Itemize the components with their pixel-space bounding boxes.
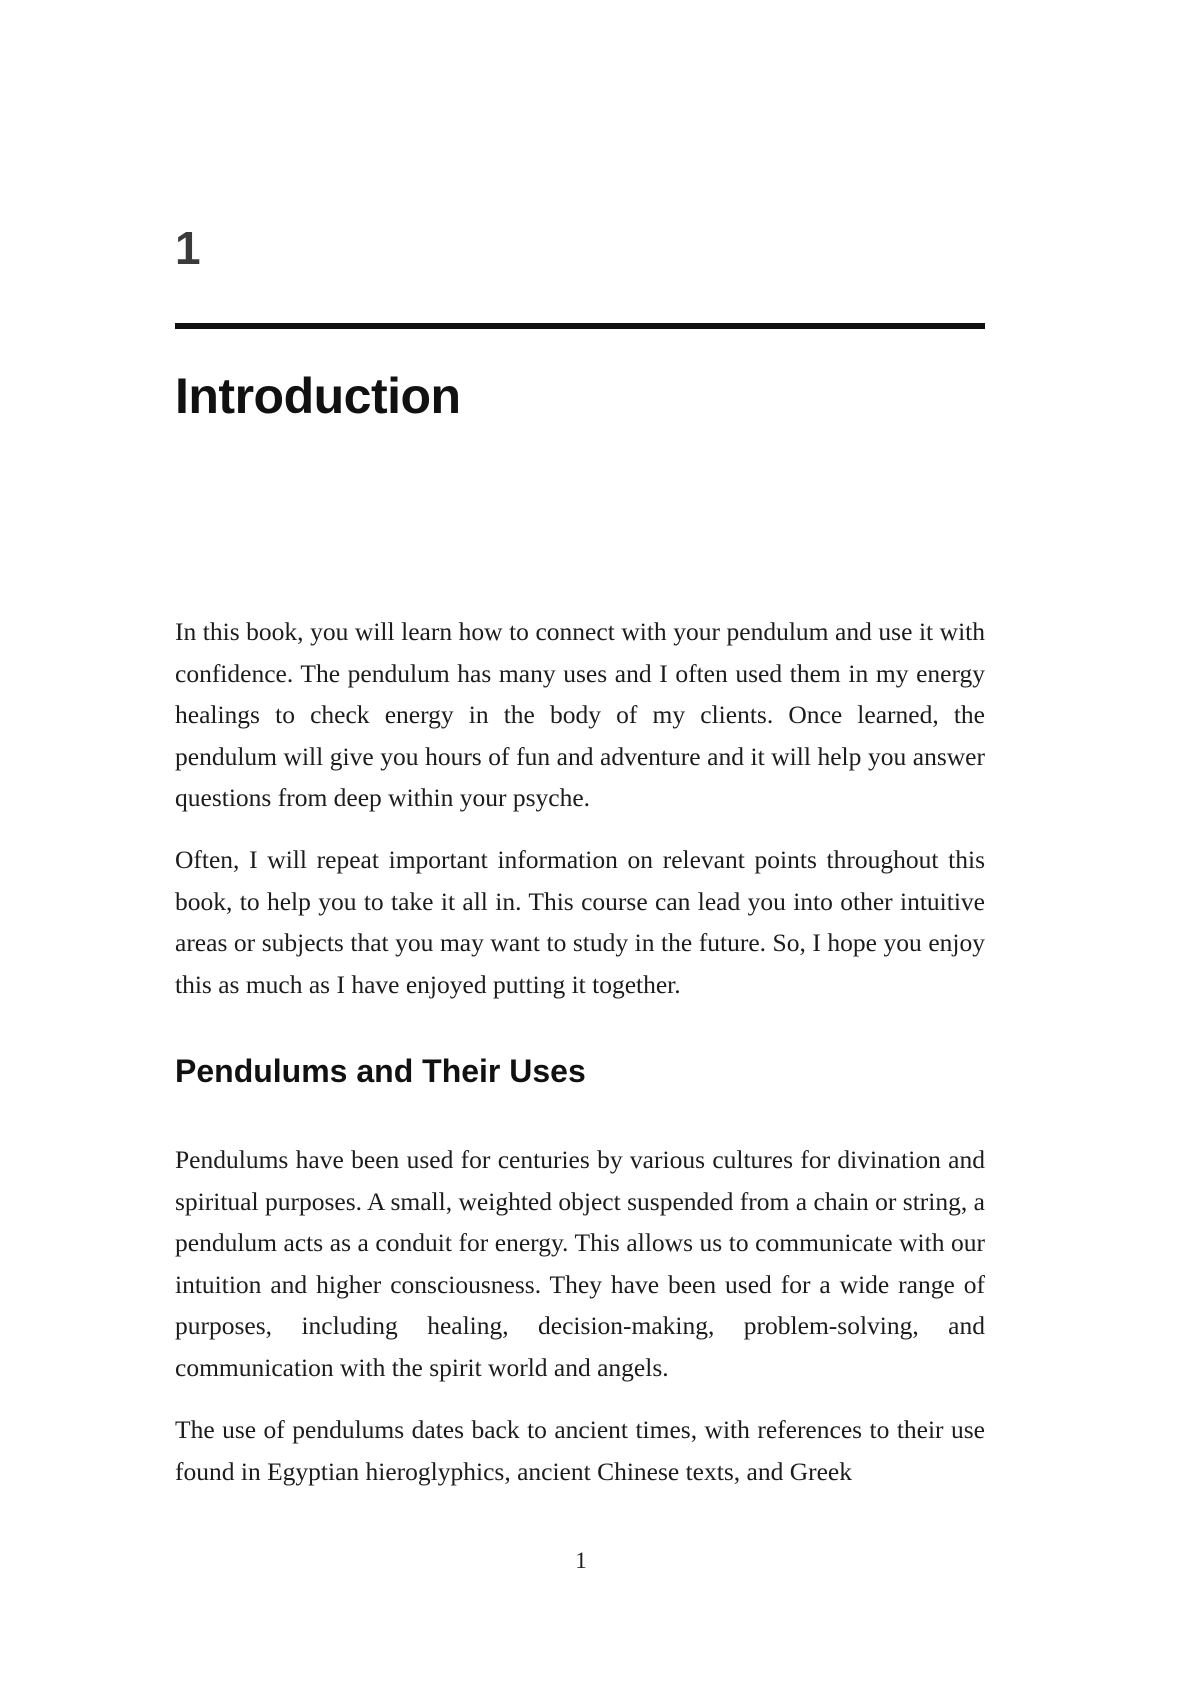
page-number: 1	[575, 1548, 587, 1573]
chapter-number: 1	[175, 222, 201, 274]
section-heading: Pendulums and Their Uses	[175, 1053, 586, 1089]
uses-paragraph-2: The use of pendulums dates back to ancient times, with references to their use found in Egyptian hieroglyphics, ancient Chinese texts, and Greek	[175, 1415, 985, 1486]
intro-paragraph-2: Often, I will repeat important information on relevant points throughout this book, to help you to take it all in. This course can lead you into other intuitive areas or subjects that you may want to study in the future. So, I hope you enjoy this as much as I have enjoyed putting it together.	[175, 845, 985, 999]
chapter-divider	[175, 323, 985, 329]
uses-paragraph-1: Pendulums have been used for centuries by various cultures for divination and spiritual purposes. A small, weighted object suspended from a chain or string, a pendulum acts as a conduit for energy. This allows us to communicate with our intuition and higher consciousness. They have been used for a wide range of purposes, including healing, decision-making, problem-solving, and communication with the spirit world and angels.	[175, 1145, 985, 1382]
intro-paragraph-1: In this book, you will learn how to connect with your pendulum and use it with confidence. The pendulum has many uses and I often used them in my energy healings to check energy in the body of my clients. Once learned, the pendulum will give you hours of fun and adventure and it will help you answer questions from deep within your psyche.	[175, 617, 985, 812]
chapter-title: Introduction	[175, 368, 461, 424]
